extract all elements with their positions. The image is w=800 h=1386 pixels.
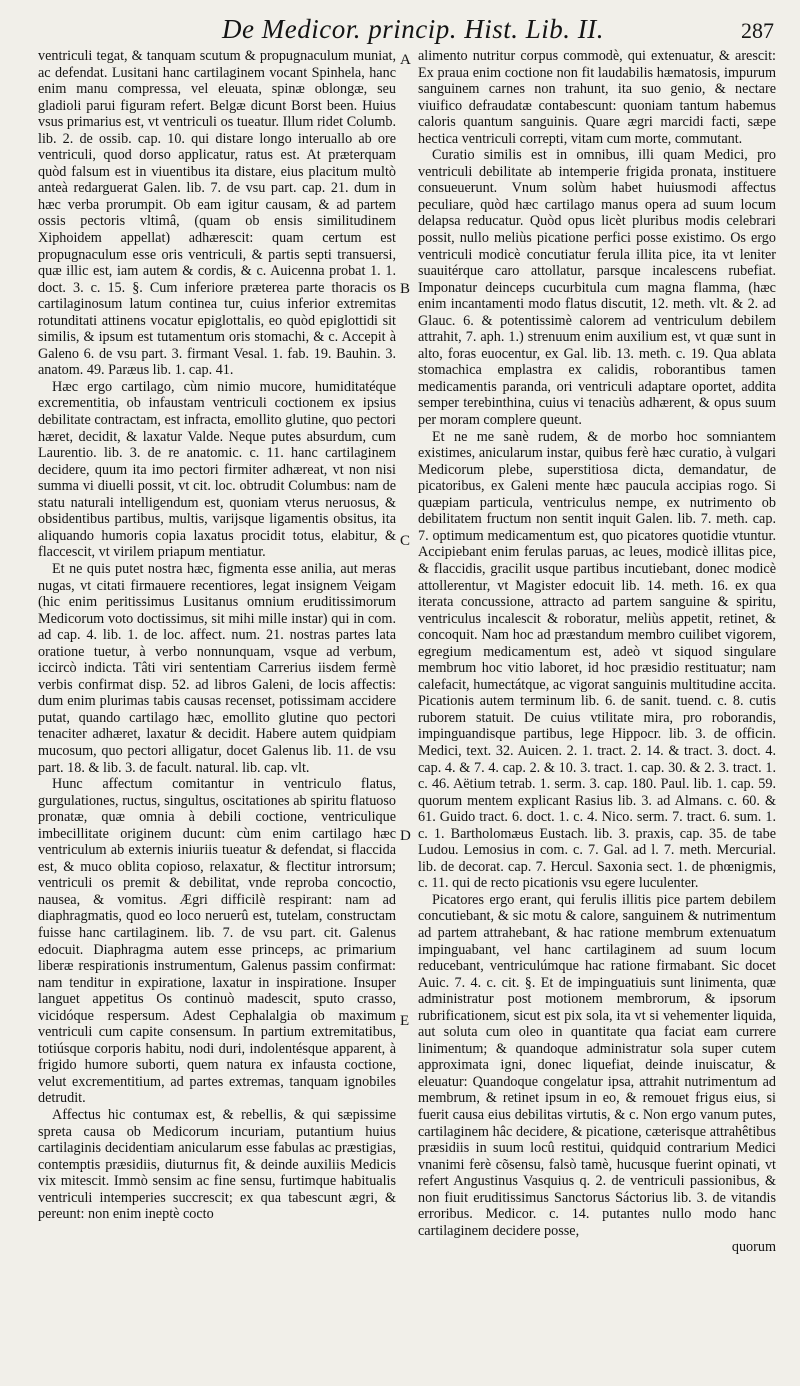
margin-letter-d: D — [400, 828, 411, 844]
paragraph: Hæc ergo cartilago, cùm nimio mucore, humiditatéque excrementitia, ob infaustam ventriculi coctionem ex ipsius debilitate contractam, est infracta, emollito glutine, quo pectori hæret, decidit, & laxatur Valde. Neque putes absurdum, cum Laurentio. lib. 3. de re anatomic. c. 11. hanc cartilaginem decidere, quum ita imo pectori firmiter adhæreat, vt non nisi summa vi diuelli possit, vt cit. loc. obtrudit Columbus: nam de statu naturali intelligendum est, quoniam vterus neruosus, & obsidentibus partibus, multis, varijsque ligamentis obsitus, ita aliquando humoris copia laxatus procidit totus, elabitur, & flaccescit, vt virilem priapum mentiatur. — [38, 378, 396, 561]
page-number: 287 — [741, 18, 774, 43]
paragraph: ventriculi tegat, & tanquam scutum & propugnaculum muniat, ac defendat. Lusitani hanc cartilaginem vocant Spinhela, hanc enim manu compressa, vel eleuata, spinæ oblongæ, seu gladioli parui figuram refert. Belgæ dicunt Borst been. Huius vsus primarius est, vt ventriculi os tueatur. Illum ridet Columb. lib. 2. de ossib. cap. 10. qui distare longo interuallo ab ore ventriculi, quod dorso applicatur, ratus est. At præterquam quòd falsum est in viuentibus ita distare, eius placitum multò anteà redarguerat Galen. lib. 7. de vsu part. cap. 21. dum in hæc verba prorumpit. Ob eam igitur causam, & ad partem ossis pectoris vltimâ, (quam ob ensis similitudinem Xiphoidem appellat) adhærescit: quam certum est propugnaculum esse oris ventriculi, & partis septi transuersi, quæ illic est, iam autem & cordis, & c. Auicenna probat 1. 1. doct. 3. c. 15. §. Cum inferiore præterea parte thoracis os cartilaginosum latum continea tur, cuius inferior extremitas rotunditati attinens vocatur epiglottalis, eo quòd epiglottidi sit similis, & ipsum est tutamentum oris stomachi, & c. Accepit à Galeno 6. de vsu part. 3. firmant Vesal. 1. fab. 19. Bauhin. 3. anatom. 49. Paræus lib. 1. cap. 41. — [38, 48, 396, 379]
margin-letter-e: E — [400, 1013, 410, 1029]
margin-letter-b: B — [400, 281, 411, 297]
catchword: quorum — [731, 1239, 776, 1256]
right-column — [418, 48, 776, 1378]
paragraph: Hunc affectum comitantur in ventriculo flatus, gurgulationes, ructus, singultus, oscitationes ab spiritu flatuoso pronatæ, quæ omnia à debili coctione, ventriculique imbecillitate originem ducunt: cùm enim cartilago hæc ventriculum ab externis iniuriis tueatur & defendat, si flaccida est, & muco oblita copioso, relaxatur, & flectitur introrsum; ventriculi os premit & debilitat, vnde reproba concoctio, nausea, & vomitus. Ægri difficilè respirant: nam ad diaphragmatis, quod eo loco neruerû est, tutelam, constructam fuisse hanc cartilaginem. lib. 7. de vsu part. cit. Galenus edocuit. Diaphragma autem esse princeps, ac primarium liberæ respirationis instrumentum, Galenus passim confirmat: nam tenditur in expiratione, laxatur in inspiratione. Insuper languet appetitus Os continuò madescit, sputo crasso, vicidóque respersum. Adest Cephalalgia ob maximum ventriculi cum capite consensum. In partium extremitatibus, totiúsque corporis habitu, nodi duri, indolentésque apparent, à frigido humore suborti, quem natura ex infausta coctione, velut excrementitium, ad partes extremas, tanquam ignobiles detrudit. — [38, 776, 396, 1107]
paragraph: alimento nutritur corpus commodè, qui extenuatur, & arescit: Ex praua enim coctione non fit laudabilis hæmatosis, impurum sanguinem carnes non trahunt, ita suo genio, & nectare viuifico defraudatæ contabescunt: quoniam tantum habemus caloris quantum sanguinis. Quare ægri marcidi facti, sæpe hectica ventriculi correpti, vitam cum morte, commutant. — [418, 48, 776, 147]
running-header — [0, 14, 800, 48]
margin-letter-c: C — [400, 533, 411, 549]
left-column — [38, 48, 396, 1378]
running-title: De Medicor. princip. Hist. Lib. II. — [222, 14, 604, 44]
paragraph: Picatores ergo erant, qui ferulis illitis pice partem debilem concutiebant, & sic motu & calore, sanguinem & nutrimentum ad partem attrahebant, & hac ratione membrum extenuatum impinguabant, vel hanc cartilaginem ad suum locum reducebant, ventriculúmque hac ratione firmabant. Sic docet Auic. 7. 4. c. cit. §. Et de impinguatiuis sunt linimenta, quæ administratur post motionem membrorum, & ipsorum rubrificationem, sicut est pix sola, ita vt si vehementer liquida, aut soluta cum oleo in quantitate qua faciat eam currere linimentum; & quandoque administratur sola super cutem approximata igni, donec liquefiat, deinde inuiscatur, & eleuatur: Quandoque congelatur ipsa, attrahit nutrimentum ad membrum, & retinet ipsum in eo, & remouet frigus eius, si fuerit causa eius debilitas virtutis, & c. Non ergo vanum putes, cartilaginem hâc decidere, & picatione, cæterisque attrahêtibus præsidiis in suum locû restitui, quidquid contrarium Medici vnanimi ferè cõsensu, falsò tamè, hucusque fuerint opinati, vt refert Angustinus Vasquius q. 2. de ventriculi passionibus, & non fiuit eruditissimus Sanctorus Sáctorius lib. 3. de vitandis erroribus. Medicor. c. 14. putantes nullo modo hanc cartilaginem decidere posse, — [418, 891, 776, 1239]
paragraph: Affectus hic contumax est, & rebellis, & qui sæpissime spreta causa ob Medicorum incuriam, putantium huius cartilaginis decidentiam anicularum esse fabulas ac præstigias, contemptis præsidiis, diuturnus fit, & deinde auxiliis Medicis vix mitescit. Immò sensim ac fine sensu, furtimque habitualis ventriculi intemperies succrescit; ex qua tabescunt ægri, & pereunt: non enim ineptè cocto — [38, 1107, 396, 1223]
paragraph: Et ne quis putet nostra hæc, figmenta esse anilia, aut meras nugas, vt citati firmauere recentiores, legat insignem Veigam (hic enim peritissimus Lusitanus omnium eruditissimorum Medicorum voto doctissimus, sit mihi mille instar) qui in com. ad cap. 4. lib. 1. de loc. affect. num. 21. nostras partes lata oratione tuetur, à verbo nonnunquam, vsque ad verbum, iccircò indicta. Tâti viri sententiam Carrerius iisdem fermè verbis confirmat disp. 52. ad libros Galeni, de locis affectis: dum enim plurimas tabis causas recenset, potissimam accidere putat, quando cartilago hæc, emollito glutine quo pectori tenaciter adhæret, laxatur & decidit. Habere autem quidpiam mucosum, quo pectori alligatur, docet Galenus lib. 11. de vsu part. 18. & lib. 3. de facult. natural. lib. cap. vlt. — [38, 560, 396, 776]
paragraph: Curatio similis est in omnibus, illi quam Medici, pro ventriculi debilitate ab intemperie frigida pronata, instituere consueuerunt. Vnum solùm habet huiusmodi affectus peculiare, quòd hæc cartilago manus opera ad suum locum delapsa reducatur. Quòd opus licèt pluribus modis celebrari possit, nullo meliùs picatione perfici posse existimo. Os ergo ventriculi modicè concutiatur ferula illita pice, ita vt leniter suauitérque caro attollatur, parsque incalescens rubefiat. Imponatur deinceps cucurbitula cum magna flamma, (hæc enim incantamenti modo flatus discutit, 12. meth. vlt. & 2. ad Glauc. 6. & potentissimè calorem ad ventriculum debilem attrahit, 7. aph. 1.) strenuum enim auxilium est, vt quæ sunt in alto, foras euocentur, ex Gal. lib. 13. meth. c. 19. Qua ablata stomachica emplastra ex calidis, roborantibus tamen medicamentis paranda, ori ventriculi adaptare oportet, addita semper terebinthina, cuius vi tenaciùs adhærent, & opus suum per moram complere queunt. — [418, 147, 776, 429]
margin-letter-a: A — [400, 52, 411, 68]
paragraph: Et ne me sanè rudem, & de morbo hoc somniantem existimes, anicularum instar, quibus ferè hæc curatio, à vulgari Medicorum plebe, superstitiosa dicta, demandatur, de picatoribus, ex Galeni mente hæc paucula accipias rogo. Si quæpiam particula, ventriculus nempe, ex nutrimento ob debilitatem fructum non sentit inquit Galen. lib. 7. meth. cap. 7. optimum medicamentum est, quo picatores quotidie vtuntur. Accipiebant enim ferulas paruas, ac leues, modicè illitas pice, & flaccidis, gracilit usque partibus incutiebant, donec modicè attollerentur, vt Magister edocuit lib. 14. meth. 16. ex qua iterata concussione, attracto ad partem sanguine & spiritu, ventriculus incalescit & roboratur, meliùs appetit, retinet, & concoquit. Nam hoc ad præstandum membro cuilibet vigorem, egregium medicamentum est, adeò vt siquod singulare membrum hoc vitio laboret, id hoc præsidio restituatur; nam calefacit, humectátque, ac vigorat sanguinis multitudine accita. Picationis autem terminum lib. 6. de sanit. tuend. c. 8. cutis ruborem statuit. De cuius vtilitate mira, pro roborandis, impinguandisque partibus, lege Hippocr. lib. 3. de officin. Medici, text. 32. Auicen. 2. 1. tract. 2. 14. & tract. 3. doct. 4. cap. 4. & 7. 4. cap. 2. & 10. 3. tract. 1. cap. 30. & 2. 3. tract. 1. c. 46. Aëtium tetrab. 1. serm. 3. cap. 180. Paul. lib. 1. cap. 59. quorum mentem explicant Rasius lib. 3. ad Almans. c. 60. & 61. Guido tract. 6. doct. 1. c. 4. Nico. serm. 7. tract. 6. sum. 1. c. 1. Bartholomæus Eustach. lib. 3. praxis, cap. 35. de tabe Ludou. Lemosius in com. c. 7. Gal. ad l. 7. meth. Mercurial. lib. de decorat. cap. 7. Hercul. Saxonia sect. 1. de phœnigmis, c. 11. qui de recto picationis vsu egere luculenter. — [418, 428, 776, 892]
